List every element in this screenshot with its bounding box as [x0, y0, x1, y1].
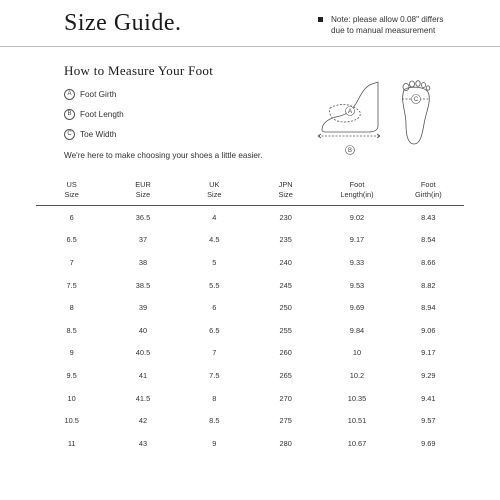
table-cell: 36.5 [135, 212, 151, 222]
table-row [36, 206, 464, 229]
table-row [36, 432, 464, 455]
table-cell: 39 [138, 303, 148, 313]
table-body [36, 206, 464, 455]
table-cell: 9.84 [349, 325, 365, 335]
legend-label: Foot Girth [80, 90, 117, 99]
legend-label: Toe Width [80, 130, 117, 139]
table-cell: 7 [69, 257, 74, 267]
note-bullet-icon [318, 17, 323, 22]
table-cell: 7 [212, 348, 217, 358]
table-cell: 9.33 [349, 257, 365, 267]
table-cell: 10 [352, 348, 362, 358]
column-header-us: US Size [36, 178, 107, 206]
table-cell: 275 [279, 416, 292, 426]
foot-measure-illustration [316, 78, 446, 158]
table-cell: 8 [69, 303, 74, 313]
legend-item-toe-width [64, 129, 124, 140]
table-cell: 38.5 [135, 280, 151, 290]
table-cell: 6.5 [209, 325, 220, 335]
table-cell: 6 [212, 303, 217, 313]
table-row [36, 319, 464, 342]
table-cell: 5 [212, 257, 217, 267]
legend-item-length [64, 109, 124, 120]
legend-marker-c: C [64, 129, 75, 140]
table-cell: 10.51 [347, 416, 367, 426]
table-cell: 10.67 [347, 438, 367, 448]
table-row [36, 387, 464, 410]
table-cell: 42 [138, 416, 148, 426]
table-cell: 9.57 [421, 416, 436, 426]
table-cell: 4 [212, 212, 217, 222]
table-cell: 10.5 [64, 416, 79, 426]
diagram-label-c: C [413, 97, 419, 104]
table-header-row [36, 178, 464, 206]
table-cell: 245 [279, 280, 292, 290]
table-cell: 9.69 [421, 438, 436, 448]
table-cell: 250 [279, 303, 292, 313]
table-cell: 9.5 [66, 370, 77, 380]
table-cell: 9 [212, 438, 217, 448]
column-header-jpn: JPN Size [250, 178, 321, 206]
table-cell: 9 [69, 348, 74, 358]
table-row [36, 409, 464, 432]
table-row [36, 364, 464, 387]
column-header-foot-length: Foot Length(in) [321, 178, 392, 206]
table-cell: 9.02 [349, 212, 365, 222]
table-cell: 9.29 [421, 370, 436, 380]
page-title: Size Guide. [64, 10, 182, 36]
table-cell: 240 [279, 257, 292, 267]
table-cell: 10.2 [349, 370, 365, 380]
legend-marker-a: A [64, 89, 75, 100]
note-line-2: due to manual measurement [331, 26, 436, 35]
table-cell: 9.41 [421, 393, 436, 403]
diagram-label-a: A [347, 109, 353, 116]
table-cell: 7.5 [66, 280, 77, 290]
table-cell: 9.17 [349, 235, 365, 245]
section-heading: How to Measure Your Foot [64, 63, 214, 78]
table-cell: 10.35 [347, 393, 367, 403]
table-cell: 8.43 [421, 212, 436, 222]
table-cell: 4.5 [209, 235, 220, 245]
table-cell: 5.5 [209, 280, 220, 290]
table-cell: 40 [138, 325, 148, 335]
tagline-text: We're here to make choosing your shoes a little easier. [64, 151, 263, 160]
legend-label: Foot Length [80, 110, 124, 119]
table-cell: 6 [69, 212, 74, 222]
column-header-foot-girth: Foot Girth(in) [393, 178, 464, 206]
table-cell: 9.06 [421, 325, 436, 335]
table-cell: 9.69 [349, 303, 365, 313]
table-row [36, 229, 464, 252]
table-cell: 260 [279, 348, 292, 358]
table-cell: 41.5 [135, 393, 151, 403]
sole-foot-icon [402, 81, 430, 144]
table-cell: 37 [138, 235, 148, 245]
table-cell: 8.82 [421, 280, 436, 290]
table-cell: 10 [67, 393, 76, 403]
table-cell: 8.66 [421, 257, 436, 267]
table-cell: 270 [279, 393, 292, 403]
legend-marker-b: B [64, 109, 75, 120]
table-cell: 255 [279, 325, 292, 335]
table-cell: 38 [138, 257, 148, 267]
note-line-1: Note: please allow 0.08" differs [331, 15, 444, 24]
table-cell: 265 [279, 370, 292, 380]
column-header-uk: UK Size [179, 178, 250, 206]
table-row [36, 274, 464, 297]
table-cell: 11 [67, 438, 76, 448]
measurement-note [318, 14, 443, 36]
table-cell: 43 [138, 438, 148, 448]
header-divider [0, 46, 500, 47]
table-cell: 230 [279, 212, 292, 222]
table-cell: 8.94 [421, 303, 436, 313]
size-table [36, 178, 464, 455]
table-cell: 280 [279, 438, 292, 448]
table-cell: 9.53 [349, 280, 365, 290]
table-row [36, 296, 464, 319]
table-cell: 8.5 [209, 416, 220, 426]
table-cell: 8 [212, 393, 217, 403]
table-cell: 235 [279, 235, 292, 245]
table-cell: 9.17 [421, 348, 436, 358]
legend-item-girth [64, 89, 124, 100]
table-cell: 8.54 [421, 235, 436, 245]
column-header-eur: EUR Size [107, 178, 178, 206]
table-row [36, 342, 464, 365]
table-cell: 6.5 [66, 235, 77, 245]
table-cell: 8.5 [66, 325, 77, 335]
table-cell: 41 [138, 370, 148, 380]
table-row [36, 251, 464, 274]
table-cell: 7.5 [209, 370, 220, 380]
table-cell: 40.5 [135, 348, 151, 358]
diagram-label-b: B [347, 148, 353, 155]
measurement-legend [64, 89, 124, 149]
